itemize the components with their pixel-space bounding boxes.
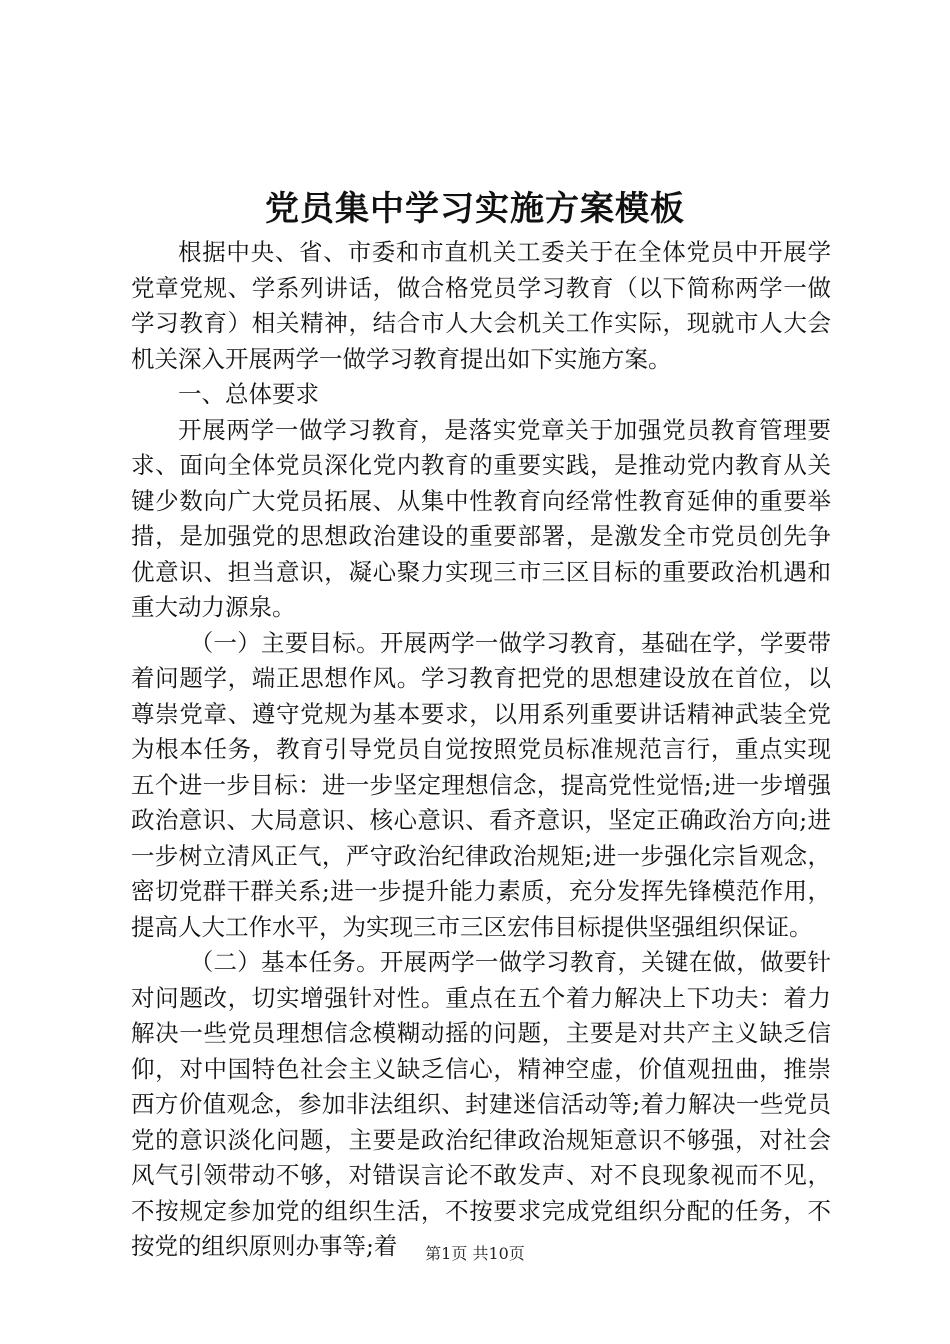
section-heading-general-requirements: 一、总体要求	[178, 380, 319, 408]
page-number-footer: 第1页 共10页	[425, 1244, 525, 1263]
paragraph-intro: 根据中央、省、市委和市直机关工委关于在全体党员中开展学党章党规、学系列讲话，做合格党员学习教育（以下简称两学一做学习教育）相关精神，结合市人大会机关工作实际，现就市人大会机关深入开展两学一做学习教育提出如下实施方案。	[131, 238, 831, 373]
paragraph-general-requirements: 开展两学一做学习教育，是落实党章关于加强党员教育管理要求、面向全体党员深化党内教育的重要实践，是推动党内教育从关键少数向广大党员拓展、从集中性教育向经常性教育延伸的重要举措，是加强党的思想政治建设的重要部署，是激发全市党员创先争优意识、担当意识，凝心聚力实现三市三区目标的重要政治机遇和重大动力源泉。	[131, 415, 831, 621]
document-title: 党员集中学习实施方案模板	[265, 189, 685, 229]
paragraph-main-goals: （一）主要目标。开展两学一做学习教育，基础在学，学要带着问题学，端正思想作风。学习教育把党的思想建设放在首位，以尊崇党章、遵守党规为基本要求，以用系列重要讲话精神武装全党为根本任务，教育引导党员自觉按照党员标准规范言行，重点实现五个进一步目标：进一步坚定理想信念，提高党性觉悟;进一步增强政治意识、大局意识、核心意识、看齐意识，坚定正确政治方向;进一步树立清风正气，严守政治纪律政治规矩;进一步强化宗旨观念，密切党群干群关系;进一步提升能力素质，充分发挥先锋模范作用，提高人大工作水平，为实现三市三区宏伟目标提供坚强组织保证。	[131, 628, 831, 941]
paragraph-basic-tasks: （二）基本任务。开展两学一做学习教育，关键在做，做要针对问题改，切实增强针对性。重点在五个着力解决上下功夫：着力解决一些党员理想信念模糊动摇的问题，主要是对共产主义缺乏信仰，对中国特色社会主义缺乏信心，精神空虚，价值观扭曲，推崇西方价值观念，参加非法组织、封建迷信活动等;着力解决一些党员党的意识淡化问题，主要是政治纪律政治规矩意识不够强，对社会风气引领带动不够，对错误言论不敢发声、对不良现象视而不见，不按规定参加党的组织生活，不按要求完成党组织分配的任务，不按党的组织原则办事等;着	[131, 948, 831, 1260]
document-body	[131, 235, 831, 1265]
